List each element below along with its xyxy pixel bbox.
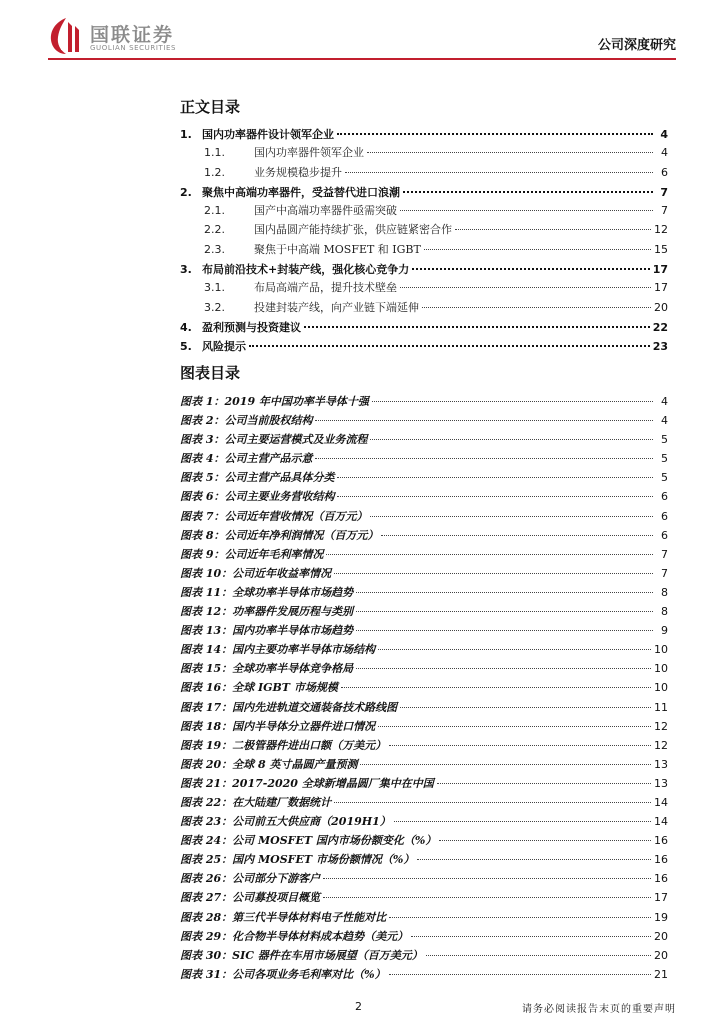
figure-entry-label: 图表 26：公司部分下游客户 bbox=[180, 872, 321, 886]
leader-dots bbox=[378, 714, 651, 727]
figure-entry-label: 图表 9：公司近年毛利率情况 bbox=[180, 547, 324, 561]
figure-entry[interactable] bbox=[180, 965, 668, 984]
leader-dots bbox=[455, 217, 651, 230]
toc-entry-page: 6 bbox=[661, 165, 668, 179]
leader-dots bbox=[367, 140, 653, 153]
figure-entry-page: 21 bbox=[654, 967, 668, 981]
leader-dots bbox=[389, 905, 651, 918]
figure-entry-label: 图表 31：公司各项业务毛利率对比（%） bbox=[180, 967, 386, 981]
leader-dots bbox=[323, 866, 651, 879]
leader-dots bbox=[422, 295, 651, 308]
leader-dots bbox=[345, 160, 653, 173]
leader-dots bbox=[334, 561, 653, 574]
toc-entry-page: 7 bbox=[660, 185, 668, 199]
figure-entry-page: 20 bbox=[654, 948, 668, 962]
leader-dots bbox=[356, 580, 653, 593]
toc-entry-label: 聚焦中高端功率器件，受益替代进口浪潮 bbox=[202, 185, 400, 199]
figure-entry-label: 图表 3：公司主要运营模式及业务流程 bbox=[180, 433, 368, 447]
toc-entry-page: 20 bbox=[654, 300, 668, 314]
leader-dots bbox=[424, 237, 651, 250]
toc-entry-page: 15 bbox=[654, 242, 668, 256]
figure-entry-page: 13 bbox=[654, 757, 668, 771]
figure-entry-label: 图表 8：公司近年净利润情况（百万元） bbox=[180, 528, 379, 542]
toc-entry-number: 3. bbox=[180, 263, 192, 277]
toc-entry-page: 12 bbox=[654, 223, 668, 237]
figure-entry-label: 图表 14：国内主要功率半导体市场结构 bbox=[180, 643, 376, 657]
toc-entry-page: 7 bbox=[661, 204, 668, 218]
header-divider bbox=[48, 58, 676, 60]
logo-mark-icon bbox=[48, 16, 84, 56]
leader-dots bbox=[249, 333, 650, 347]
figure-entry-page: 4 bbox=[661, 414, 668, 428]
toc-entry-label: 国内功率器件领军企业 bbox=[254, 146, 364, 160]
figure-entry-label: 图表 10：公司近年收益率情况 bbox=[180, 566, 332, 580]
figure-entry-label: 图表 19：二极管器件进出口额（万美元） bbox=[180, 738, 387, 752]
figure-entry-label: 图表 11：全球功率半导体市场趋势 bbox=[180, 585, 354, 599]
toc-entry-label: 盈利预测与投资建议 bbox=[202, 320, 301, 334]
figure-entry-page: 5 bbox=[661, 433, 668, 447]
figure-entry-label: 图表 5：公司主营产品具体分类 bbox=[180, 471, 335, 485]
toc-entry-number: 5. bbox=[180, 340, 192, 354]
toc-entry[interactable] bbox=[180, 336, 668, 355]
figure-entry-page: 9 bbox=[661, 624, 668, 638]
figure-entry-label: 图表 13：国内功率半导体市场趋势 bbox=[180, 624, 354, 638]
leader-dots bbox=[315, 408, 653, 421]
leader-dots bbox=[315, 446, 653, 459]
toc-entry-number: 1.2. bbox=[204, 165, 225, 179]
toc-heading: 正文目录 bbox=[180, 98, 241, 116]
toc-entry-page: 23 bbox=[652, 340, 668, 354]
toc-entry-label: 聚焦于中高端 MOSFET 和 IGBT bbox=[254, 242, 421, 256]
toc-entry-label: 国内晶圆产能持续扩张，供应链紧密合作 bbox=[254, 223, 452, 237]
toc-entry-label: 业务规模稳步提升 bbox=[254, 165, 342, 179]
toc-entry-label: 国内功率器件设计领军企业 bbox=[202, 128, 334, 141]
figure-entry-label: 图表 28：第三代半导体材料电子性能对比 bbox=[180, 910, 387, 924]
figure-entry-page: 14 bbox=[654, 815, 668, 829]
leader-dots bbox=[400, 695, 651, 708]
logo-text-cn: 国联证券 bbox=[90, 24, 175, 46]
toc-entry-number: 2.1. bbox=[204, 204, 225, 218]
figure-entry-page: 11 bbox=[654, 700, 668, 714]
leader-dots bbox=[356, 618, 653, 631]
leader-dots bbox=[356, 656, 651, 669]
figure-entry-label: 图表 2：公司当前股权结构 bbox=[180, 414, 313, 428]
figure-entry-label: 图表 23：公司前五大供应商（2019H1） bbox=[180, 815, 391, 829]
figure-entry-page: 6 bbox=[661, 528, 668, 542]
leader-dots bbox=[381, 523, 653, 536]
figure-entry-label: 图表 15：全球功率半导体竞争格局 bbox=[180, 662, 354, 676]
toc-entry-number: 1.1. bbox=[204, 146, 225, 160]
figure-entry-page: 17 bbox=[654, 891, 668, 905]
footer-disclaimer: 请务必阅读报告末页的重要声明 bbox=[522, 1004, 676, 1015]
figure-entry-label: 图表 24：公司 MOSFET 国内市场份额变化（%） bbox=[180, 834, 437, 848]
leader-dots bbox=[372, 389, 653, 402]
figure-entry-page: 7 bbox=[661, 547, 668, 561]
figure-entry-page: 19 bbox=[654, 910, 668, 924]
figure-entry-page: 16 bbox=[654, 853, 668, 867]
toc-entry-label: 布局前沿技术+封装产线，强化核心竞争力 bbox=[202, 263, 410, 277]
leader-dots bbox=[411, 924, 651, 937]
leader-dots bbox=[323, 885, 651, 898]
leader-dots bbox=[360, 752, 651, 765]
figure-entry-page: 6 bbox=[661, 509, 668, 523]
company-logo bbox=[48, 16, 218, 56]
figure-entry-page: 13 bbox=[654, 776, 668, 790]
toc-entry-page: 17 bbox=[654, 281, 668, 295]
leader-dots bbox=[437, 771, 651, 784]
figure-entry-label: 图表 18：国内半导体分立器件进口情况 bbox=[180, 719, 376, 733]
leader-dots bbox=[337, 484, 653, 497]
leader-dots bbox=[337, 465, 653, 478]
figure-entry-label: 图表 22：在大陆建厂数据统计 bbox=[180, 795, 332, 809]
figure-entry-label: 图表 27：公司募投项目概览 bbox=[180, 891, 321, 905]
leader-dots bbox=[326, 542, 653, 555]
list-of-figures bbox=[180, 392, 668, 984]
toc-entry-label: 布局高端产品，提升技术壁垒 bbox=[254, 281, 397, 295]
figure-entry-page: 16 bbox=[654, 872, 668, 886]
page-number: 2 bbox=[355, 1000, 362, 1013]
figure-entry-label: 图表 1：2019 年中国功率半导体十强 bbox=[180, 395, 369, 408]
leader-dots bbox=[389, 962, 651, 975]
figure-entry-label: 图表 20：全球 8 英寸晶圆产量预测 bbox=[180, 757, 358, 771]
figure-entry-page: 12 bbox=[654, 719, 668, 733]
toc-entry-label: 风险提示 bbox=[202, 340, 246, 354]
leader-dots bbox=[341, 675, 651, 688]
report-type: 公司深度研究 bbox=[597, 38, 676, 53]
toc-entry-label: 国产中高端功率器件亟需突破 bbox=[254, 204, 397, 218]
leader-dots bbox=[389, 733, 651, 746]
figure-entry-page: 14 bbox=[654, 795, 668, 809]
figure-entry-label: 图表 21：2017-2020 全球新增晶圆厂集中在中国 bbox=[180, 776, 434, 790]
leader-dots bbox=[370, 427, 653, 440]
figures-heading: 图表目录 bbox=[180, 364, 241, 382]
leader-dots bbox=[370, 504, 653, 517]
figure-entry-page: 16 bbox=[654, 834, 668, 848]
figure-entry-page: 12 bbox=[654, 738, 668, 752]
figure-entry-page: 5 bbox=[661, 452, 668, 466]
leader-dots bbox=[378, 637, 651, 650]
toc-entry-number: 2.3. bbox=[204, 242, 225, 256]
leader-dots bbox=[400, 275, 651, 288]
leader-dots bbox=[426, 943, 651, 956]
toc-entry-page: 4 bbox=[661, 146, 668, 160]
figure-entry-label: 图表 6：公司主要业务营收结构 bbox=[180, 490, 335, 504]
figure-entry-page: 5 bbox=[661, 471, 668, 485]
figure-entry-page: 8 bbox=[661, 605, 668, 619]
figure-entry-page: 10 bbox=[654, 662, 668, 676]
figure-entry-label: 图表 7：公司近年营收情况（百万元） bbox=[180, 509, 368, 523]
leader-dots bbox=[337, 121, 653, 135]
toc-entry-page: 4 bbox=[660, 128, 668, 141]
figure-entry-label: 图表 29：化合物半导体材料成本趋势（美元） bbox=[180, 929, 409, 943]
figure-entry-label: 图表 25：国内 MOSFET 市场份额情况（%） bbox=[180, 853, 415, 867]
leader-dots bbox=[403, 179, 653, 193]
figure-entry-page: 10 bbox=[654, 681, 668, 695]
toc-entry-number: 2.2. bbox=[204, 223, 225, 237]
leader-dots bbox=[412, 256, 649, 270]
logo-text-en: GUOLIAN SECURITIES bbox=[90, 44, 177, 52]
leader-dots bbox=[304, 314, 650, 328]
figure-entry-page: 8 bbox=[661, 585, 668, 599]
toc-entry-page: 17 bbox=[652, 263, 668, 277]
leader-dots bbox=[334, 790, 651, 803]
toc-entry-number: 1. bbox=[180, 128, 192, 141]
leader-dots bbox=[439, 828, 651, 841]
leader-dots bbox=[400, 198, 653, 211]
figure-entry-page: 7 bbox=[661, 566, 668, 580]
figure-entry-label: 图表 12：功率器件发展历程与类别 bbox=[180, 605, 354, 619]
toc-entry-number: 3.1. bbox=[204, 281, 225, 295]
figure-entry-label: 图表 4：公司主营产品示意 bbox=[180, 452, 313, 466]
figure-entry-page: 6 bbox=[661, 490, 668, 504]
toc-entry-number: 3.2. bbox=[204, 300, 225, 314]
leader-dots bbox=[417, 847, 651, 860]
page-header bbox=[0, 0, 724, 64]
toc-entry-number: 2. bbox=[180, 185, 192, 199]
toc-entry-label: 投建封装产线，向产业链下端延伸 bbox=[254, 300, 419, 314]
figure-entry-label: 图表 16：全球 IGBT 市场规模 bbox=[180, 681, 338, 695]
figure-entry-label: 图表 17：国内先进轨道交通装备技术路线图 bbox=[180, 700, 398, 714]
figure-entry-label: 图表 30：SIC 器件在车用市场展望（百万美元） bbox=[180, 948, 423, 962]
leader-dots bbox=[356, 599, 653, 612]
figure-entry-page: 4 bbox=[661, 395, 668, 408]
leader-dots bbox=[394, 809, 651, 822]
table-of-contents bbox=[180, 124, 668, 356]
toc-entry-page: 22 bbox=[652, 320, 668, 334]
figure-entry-page: 10 bbox=[654, 643, 668, 657]
figure-entry-page: 20 bbox=[654, 929, 668, 943]
toc-entry-number: 4. bbox=[180, 320, 192, 334]
